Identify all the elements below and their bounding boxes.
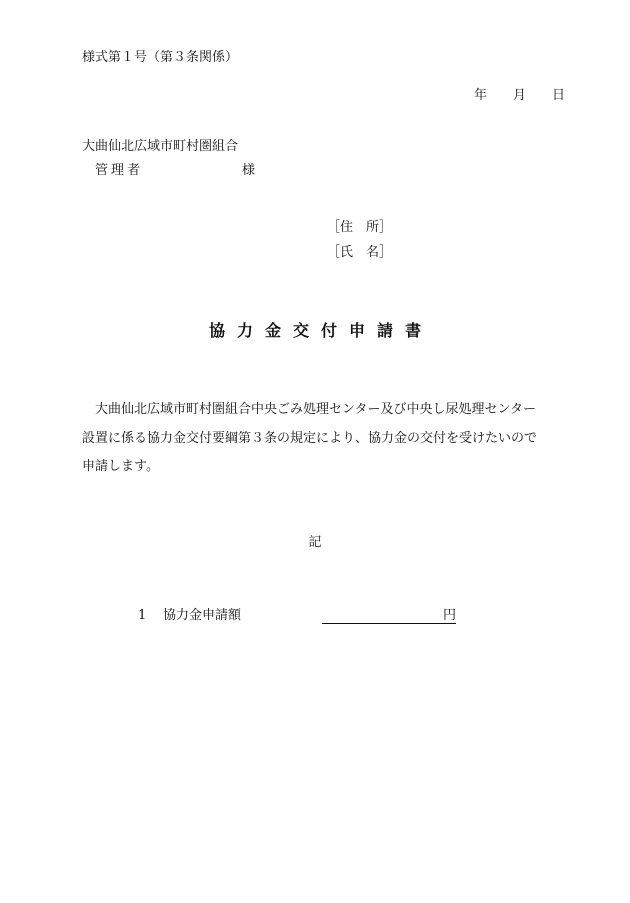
date-line (474, 89, 565, 102)
document-body: 大曲仙北広域市町村圏組合中央ごみ処理センター及び中央し尿処理センター設置に係る協力金交付要綱第３条の規定により、協力金の交付を受けたいので申請します。 (82, 402, 538, 474)
date-year-label: 年 (474, 88, 488, 103)
recipient-title: 管理者 (95, 163, 144, 178)
item-number: 1 (138, 608, 147, 623)
date-month-label: 月 (513, 88, 527, 103)
item-label: 協力金申請額 (163, 608, 242, 623)
applicant-address-label: ［住 所］ (327, 220, 393, 235)
recipient-organization: 大曲仙北広域市町村圏組合 (82, 139, 239, 154)
amount-underline (322, 623, 456, 624)
form-number: 様式第１号（第３条関係） (82, 50, 239, 65)
amount-unit: 円 (443, 608, 457, 623)
recipient-honorific: 様 (242, 163, 256, 178)
document-title: 協力金交付申請書 (208, 321, 433, 340)
ki-heading: 記 (308, 535, 322, 550)
date-day-label: 日 (552, 88, 566, 103)
applicant-name-label: ［氏 名］ (327, 245, 393, 260)
